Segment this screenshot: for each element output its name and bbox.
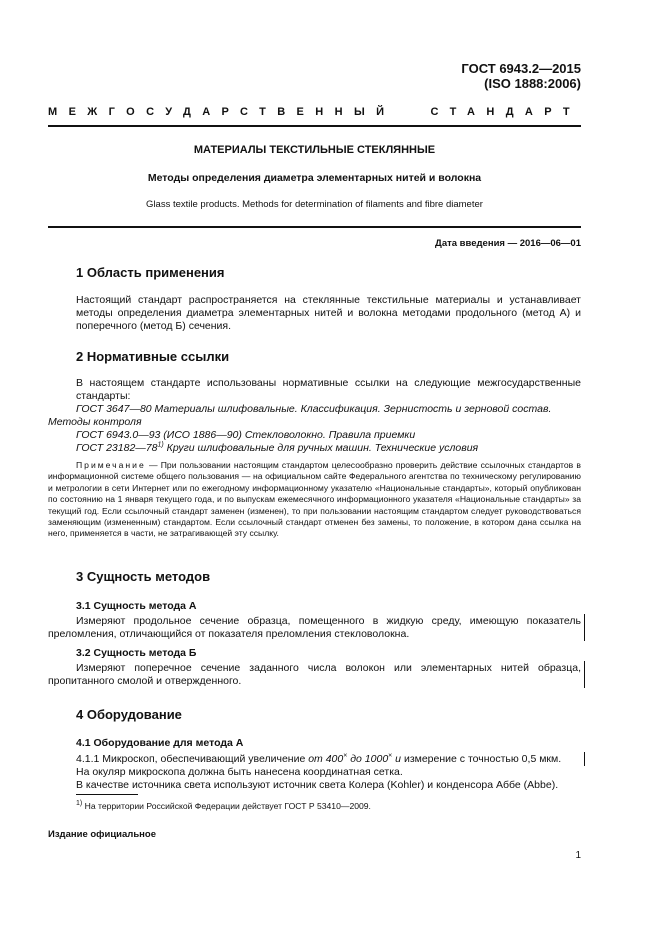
- change-bar: [584, 661, 585, 688]
- p411-range-from: от 400: [308, 753, 344, 765]
- reference-3-code: ГОСТ 23182—78: [76, 442, 158, 454]
- section-3-2-text: Измеряют поперечное сечение заданного числа волокон или элементарных нитей образца, пропитанного смолой и отвержденного.: [48, 662, 581, 687]
- section-3-1-text: Измеряют продольное сечение образца, помещенного в жидкую среду, имеющую показатель преломления, отличающийся от показателя преломления стекловолокна.: [48, 615, 581, 640]
- paragraph-4-1-1: [48, 753, 581, 766]
- footnote-rule: [76, 794, 138, 795]
- change-bar: [584, 614, 585, 641]
- reference-3: [76, 442, 478, 455]
- header-rule: [48, 125, 581, 127]
- footnote-marker: 1): [157, 441, 164, 449]
- p411-and: и: [392, 753, 402, 765]
- title-rule: [48, 226, 581, 228]
- p411-mult-sign-1: ×: [343, 752, 348, 760]
- document-subtitle: Методы определения диаметра элементарных нитей и волокна: [147, 172, 482, 184]
- official-edition-label: Издание официальное: [48, 829, 156, 840]
- section-2-heading: 2 Нормативные ссылки: [76, 349, 230, 364]
- section-3-2-heading: 3.2 Сущность метода Б: [76, 647, 197, 659]
- document-title: МАТЕРИАЛЫ ТЕКСТИЛЬНЫЕ СТЕКЛЯННЫЕ: [193, 144, 436, 156]
- p411-range-to: до 1000: [347, 753, 389, 765]
- footnote-mark: 1): [76, 800, 83, 808]
- p411-part-a: 4.1.1 Микроскоп, обеспечивающий увеличение: [76, 753, 309, 765]
- english-title: Glass textile products. Methods for determination of filaments and fibre diameter: [146, 199, 483, 210]
- note-text: — При пользовании настоящим стандартом целесообразно проверить действие ссылочных стандартов в информационной системе общего пользования — на официальном сайте Федерального агентства по техническому регулированию и метрологии в сети Интернет или по ежегодному информационному указателю «Национальные стандарты», который опубликован по состоянию на 1 января текущего года, и по выпускам ежемесячного информационного указателя «Национальные стандарты» за текущий год. Если ссылочный стандарт заменен (изменен), то при пользовании настоящим стандартом следует руководствоваться заменяющим (измененным) стандартом. Если ссылочный стандарт отменен без замены, то положение, в котором дана ссылка на него, применяется в части, не затрагивающей эту ссылку.: [48, 460, 581, 539]
- section-2-intro: В настоящем стандарте использованы нормативные ссылки на следующие межгосударственные стандарты:: [76, 377, 581, 402]
- reference-1-line-2: Методы контроля: [48, 416, 142, 428]
- section-1-text: Настоящий стандарт распространяется на стеклянные текстильные материалы и устанавливает методы определения диаметра элементарных нитей и волокна методами продольного (метод А) и поперечного (метод Б) сечения.: [76, 294, 581, 332]
- banner-word-2: СТАНДАРТ: [430, 106, 581, 118]
- section-4-1-heading: 4.1 Оборудование для метода А: [76, 737, 244, 749]
- reference-2: ГОСТ 6943.0—93 (ИСО 1886—90) Стекловолокно. Правила приемки: [76, 429, 416, 441]
- change-bar: [584, 752, 585, 766]
- note-label: Примечание: [76, 460, 146, 470]
- section-4-heading: 4 Оборудование: [76, 707, 182, 722]
- section-3-1-heading: 3.1 Сущность метода А: [76, 600, 197, 612]
- footnote: [76, 801, 581, 811]
- iso-number: (ISO 1888:2006): [484, 76, 581, 91]
- paragraph-4-1-1-light: В качестве источника света используют источник света Колера (Kohler) и конденсора Аббе (Abbe).: [76, 779, 559, 791]
- paragraph-4-1-1-grid: На окуляр микроскопа должна быть нанесена координатная сетка.: [76, 766, 403, 778]
- reference-1-line-1: ГОСТ 3647—80 Материалы шлифовальные. Классификация. Зернистость и зерновой состав.: [76, 403, 552, 415]
- page-number: 1: [575, 850, 581, 861]
- document-code: [461, 61, 581, 91]
- banner-word-1: МЕЖГОСУДАРСТВЕННЫЙ: [48, 106, 396, 118]
- section-3-heading: 3 Сущность методов: [76, 569, 211, 584]
- effective-date: Дата введения — 2016—06—01: [435, 238, 581, 249]
- p411-mult-sign-2: ×: [388, 752, 393, 760]
- section-1-heading: 1 Область применения: [76, 265, 225, 280]
- note-block: [48, 460, 581, 540]
- footnote-text: На территории Российской Федерации действует ГОСТ Р 53410—2009.: [82, 801, 371, 811]
- p411-part-g: измерение с точностью 0,5 мкм.: [401, 753, 562, 765]
- gost-number: ГОСТ 6943.2—2015: [461, 61, 581, 76]
- reference-3-title: Круги шлифовальные для ручных машин. Технические условия: [166, 442, 479, 454]
- interstate-standard-banner: [48, 106, 581, 118]
